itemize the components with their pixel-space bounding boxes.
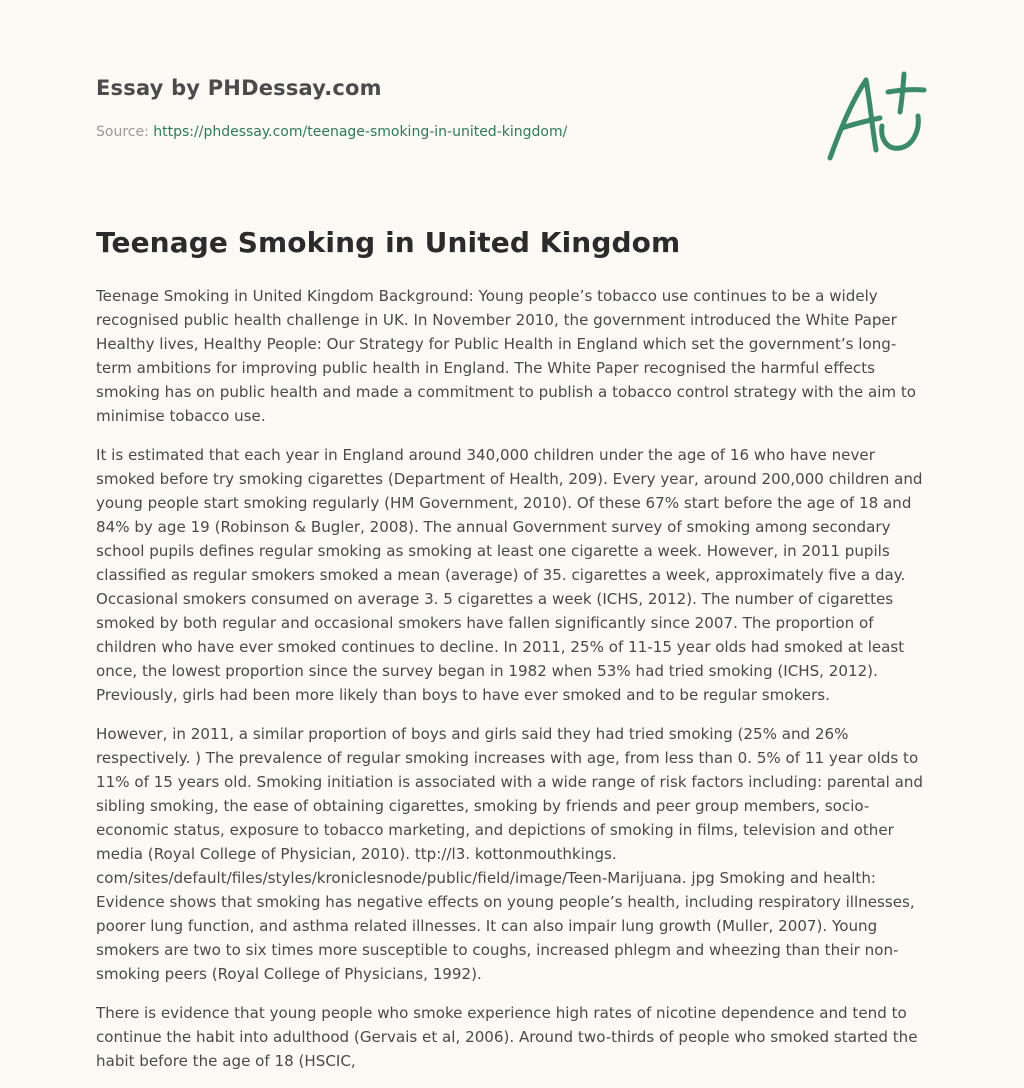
essay-paragraph: It is estimated that each year in England around 340,000 children under the age of 16 who have never smoked before try smoking cigarettes (Department of Health, 209). Every year, around 200,000 children and young people start smoking regularly (HM Government, 2010). Of these 67% start before the age of 18 and 84% by age 19 (Robinson & Bugler, 2008). The annual Government survey of smoking among secondary school pupils defines regular smoking as smoking at least one cigarette a week. However, in 2011 pupils classified as regular smokers smoked a mean (average) of 35. cigarettes a week, approximately five a day. Occasional smokers consumed on average 3. 5 cigarettes a week (ICHS, 2012). The number of cigarettes smoked by both regular and occasional smokers have fallen significantly since 2007. The proportion of children who have ever smoked continues to decline. In 2011, 25% of 11-15 year olds had smoked at least once, the lowest proportion since the survey began in 1982 when 53% had tried smoking (ICHS, 2012). Previously, girls had been more likely than boys to have ever smoked and to be regular smokers. [96, 446, 923, 704]
source-line [96, 124, 567, 140]
source-label: Source: [96, 124, 149, 140]
essay-title: Teenage Smoking in United Kingdom [96, 226, 681, 259]
essay-paragraph: There is evidence that young people who smoke experience high rates of nicotine dependence and tend to continue the habit into adulthood (Gervais et al, 2006). Around two-thirds of people who smoked started the habit before the age of 18 (HSCIC, [96, 1004, 918, 1070]
essay-body [96, 284, 928, 1088]
essay-paragraph: Teenage Smoking in United Kingdom Background: Young people’s tobacco use continues to be a widely recognised public health challenge in UK. In November 2010, the government introduced the White Paper Healthy lives, Healthy People: Our Strategy for Public Health in England which set the government’s long-term ambitions for improving public health in England. The White Paper recognised the harmful effects smoking has on public health and made a commitment to publish a tobacco control strategy with the aim to minimise tobacco use. [96, 287, 917, 425]
source-link[interactable]: https://phdessay.com/teenage-smoking-in-united-kingdom/ [153, 124, 568, 140]
site-brand: Essay by PHDessay.com [96, 76, 382, 100]
essay-paragraph: However, in 2011, a similar proportion of boys and girls said they had tried smoking (25% and 26% respectively. ) The prevalence of regular smoking increases with age, from less than 0. 5% of 11 year olds to 11% of 15 years old. Smoking initiation is associated with a wide range of risk factors including: parental and sibling smoking, the ease of obtaining cigarettes, smoking by friends and peer group members, socio-economic status, exposure to tobacco marketing, and depictions of smoking in films, television and other media (Royal College of Physician, 2010). ttp://l3. kottonmouthkings. com/sites/default/files/styles/kroniclesnode/public/field/image/Teen-Marijuana. jpg Smoking and health: Evidence shows that smoking has negative effects on young people’s health, including respiratory illnesses, poorer lung function, and asthma related illnesses. It can also impair lung growth (Muller, 2007). Young smokers are two to six times more susceptible to coughs, increased phlegm and wheezing than their non-smoking peers (Royal College of Physicians, 1992). [96, 725, 923, 983]
a-plus-grade-icon [820, 66, 930, 166]
